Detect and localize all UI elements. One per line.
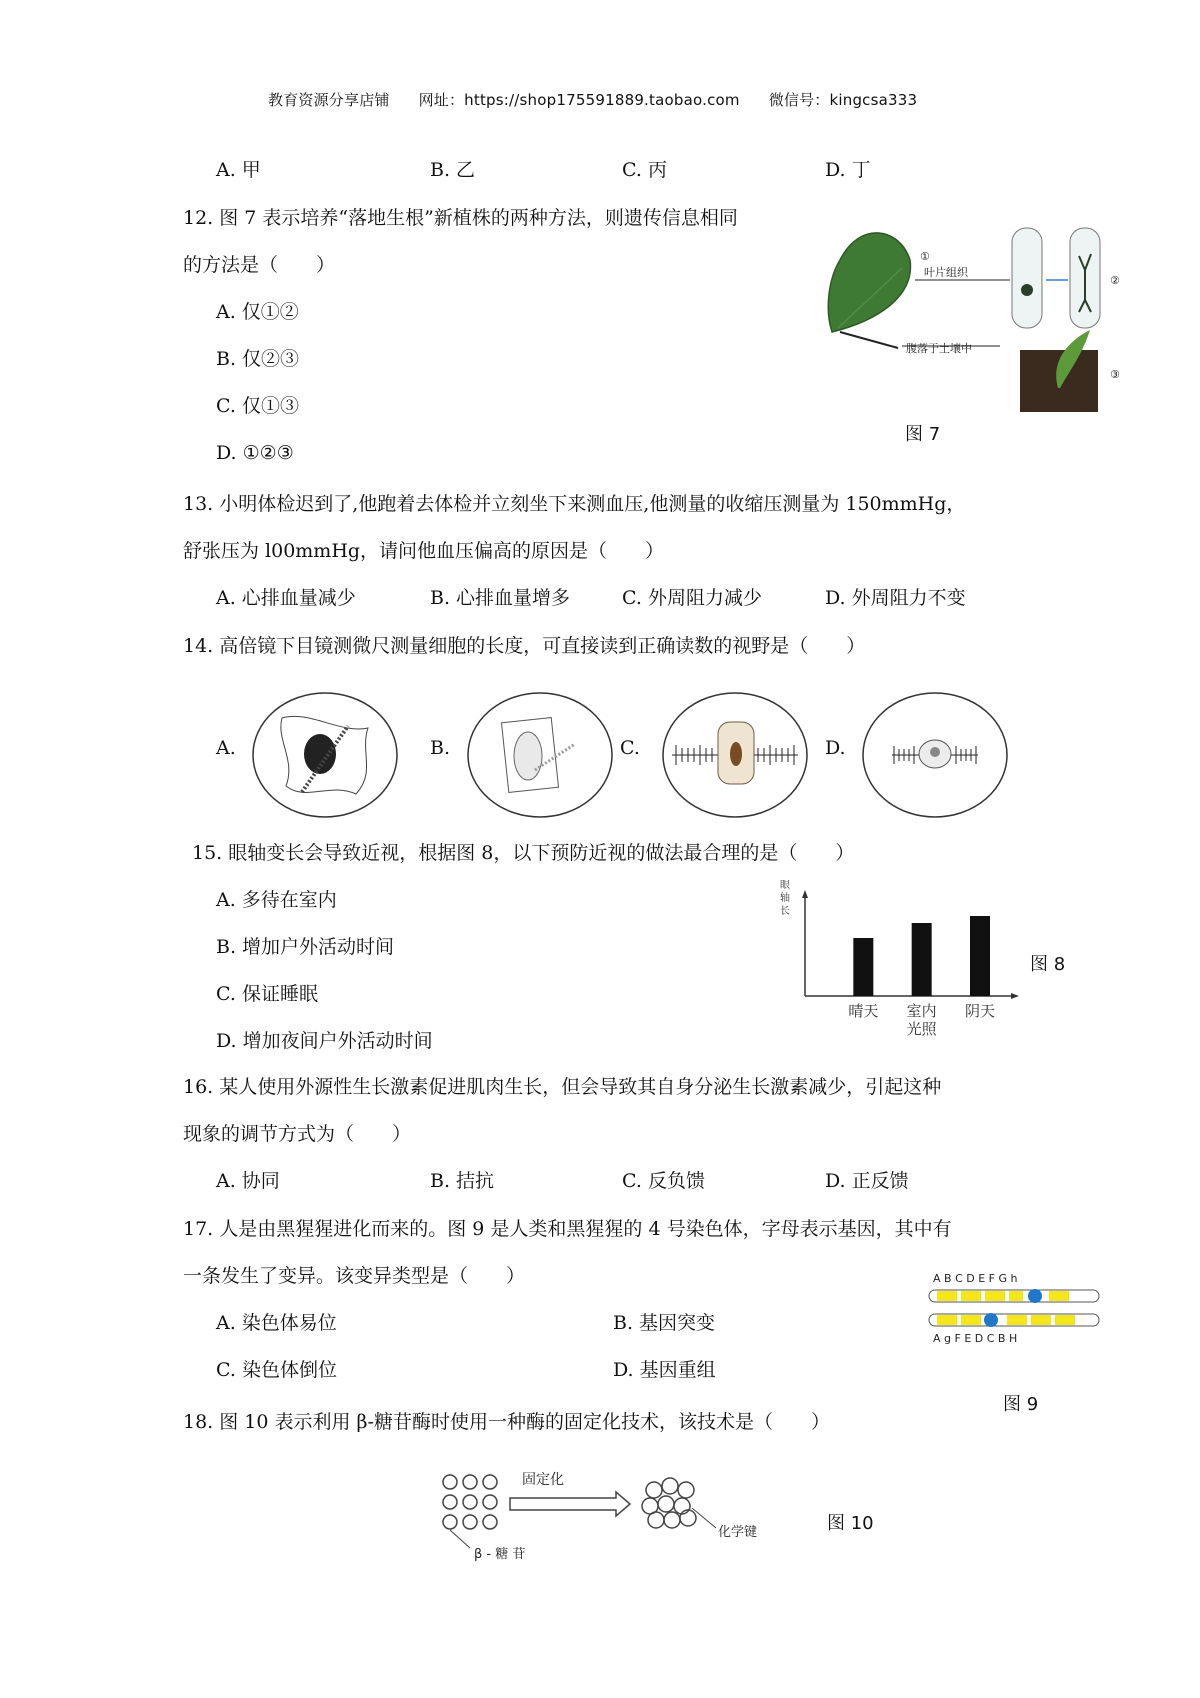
option-a: A. 仅①② <box>216 301 299 323</box>
option-b: B. 心排血量增多 <box>430 587 571 609</box>
option-d: D. 基因重组 <box>613 1359 716 1381</box>
option-c: C. 染色体倒位 <box>216 1359 337 1381</box>
question-13-line1: 13. 小明体检迟到了,他跑着去体检并立刻坐下来测血压,他测量的收缩压测量为 150mmHg， <box>183 493 966 515</box>
x-tick-label-3: 阴天 <box>964 1002 996 1020</box>
top-chromosome-genes: A B C D E F G h <box>933 1272 1018 1285</box>
question-12-line2: 的方法是（ ） <box>183 254 336 276</box>
option-b: B. 乙 <box>430 159 476 181</box>
y-label-char: 眼 <box>780 880 790 891</box>
microscope-view-d <box>860 690 1010 820</box>
test-tube-1 <box>1012 228 1042 328</box>
microscope-view-b <box>465 690 615 820</box>
immobilized-enzymes <box>642 1478 696 1528</box>
question-13-line2: 舒张压为 l00mmHg，请问他血压偏高的原因是（ ） <box>183 540 665 562</box>
option-d: D. 外周阻力不变 <box>825 587 966 609</box>
option-b: B. 拮抗 <box>430 1170 495 1192</box>
option-c: C. 丙 <box>622 159 667 181</box>
question-16-line2: 现象的调节方式为（ ） <box>183 1123 412 1145</box>
option-c: C. 外周阻力减少 <box>622 587 762 609</box>
arrow-label: 固定化 <box>522 1472 564 1488</box>
question-14-line1: 14. 高倍镜下目镜测微尺测量细胞的长度，可直接读到正确读数的视野是（ ） <box>183 635 866 657</box>
question-16-line1: 16. 某人使用外源性生长激素促进肌肉生长，但会导致其自身分泌生长激素减少，引起这种 <box>183 1076 942 1098</box>
option-c: C. 反负馈 <box>622 1170 705 1192</box>
figure-7-label-2: ② <box>1110 274 1120 287</box>
figure-10-immobilization <box>440 1470 810 1570</box>
tissue-label: 叶片组织 <box>924 266 968 279</box>
option-b: B. 仅②③ <box>216 348 300 370</box>
y-axis-label <box>780 880 790 917</box>
option-b: B. 基因突变 <box>613 1312 716 1334</box>
shop-name: 教育资源分享店铺 <box>268 91 390 109</box>
option-a-label: A. <box>216 737 236 759</box>
bottom-chromosome-genes: A g F E D C B H <box>933 1332 1018 1345</box>
option-a: A. 甲 <box>216 159 261 181</box>
figure-10-caption: 图 10 <box>827 1513 874 1534</box>
y-label-char: 长 <box>780 906 790 917</box>
x-tick-label-1: 晴天 <box>848 1002 879 1020</box>
wechat-id: 微信号：kingcsa333 <box>768 91 918 109</box>
option-d-label: D. <box>825 737 846 759</box>
option-d: D. 增加夜间户外活动时间 <box>216 1030 433 1052</box>
figure-7-caption: 图 7 <box>905 424 941 445</box>
figure-8-caption: 图 8 <box>1030 954 1066 975</box>
x-tick-label-2: 室内 <box>906 1002 937 1020</box>
option-d: D. ①②③ <box>216 442 294 464</box>
shop-url[interactable]: 网址：https://shop175591889.taobao.com <box>418 91 740 109</box>
soil-label: 腹落于土壤中 <box>906 342 972 355</box>
bond-label: 化学键 <box>718 1525 758 1540</box>
x-tick-label-2: 光照 <box>906 1020 937 1038</box>
figure-7-label-1: ① <box>920 250 930 263</box>
option-c: C. 仅①③ <box>216 395 299 417</box>
option-b: B. 增加户外活动时间 <box>216 936 395 958</box>
leaf-image <box>828 233 910 332</box>
option-a: A. 协同 <box>216 1170 280 1192</box>
question-17-line1: 17. 人是由黑猩猩进化而来的。图 9 是人类和黑猩猩的 4 号染色体，字母表示基因，其中有 <box>183 1218 952 1240</box>
option-d: D. 正反馈 <box>825 1170 909 1192</box>
figure-7 <box>820 220 1140 420</box>
microscope-view-a <box>250 690 400 820</box>
immobilization-arrow <box>510 1492 630 1516</box>
top-centromere <box>1028 1289 1042 1303</box>
option-a: A. 心排血量减少 <box>216 587 356 609</box>
question-15-line1: 15. 眼轴变长会导致近视，根据图 8，以下预防近视的做法最合理的是（ ） <box>192 842 855 864</box>
y-label-char: 轴 <box>780 893 790 904</box>
bar-2 <box>912 923 932 996</box>
question-18-line1: 18. 图 10 表示利用 β-糖苷酶时使用一种酶的固定化技术，该技术是（ ） <box>183 1411 830 1433</box>
callus <box>1021 284 1033 296</box>
figure-9-chromosomes <box>925 1270 1105 1350</box>
question-12-line1: 12. 图 7 表示培养“落地生根”新植株的两种方法，则遗传信息相同 <box>183 207 738 229</box>
bar-1 <box>853 938 873 996</box>
microscope-view-c <box>660 690 810 820</box>
page-header <box>268 89 941 110</box>
option-a: A. 染色体易位 <box>216 1312 337 1334</box>
free-enzymes <box>443 1475 497 1529</box>
figure-8-chart <box>775 880 1020 1050</box>
option-c: C. 保证睡眠 <box>216 983 318 1005</box>
figure-7-label-3: ③ <box>1110 368 1120 381</box>
enzyme-label: β - 糖 苷 <box>474 1547 526 1562</box>
bottom-centromere <box>984 1313 998 1327</box>
question-17-line2: 一条发生了变异。该变异类型是（ ） <box>183 1265 526 1287</box>
option-b-label: B. <box>430 737 451 759</box>
option-d: D. 丁 <box>825 159 871 181</box>
figure-9-caption: 图 9 <box>1003 1394 1039 1415</box>
option-c-label: C. <box>620 737 640 759</box>
option-a: A. 多待在室内 <box>216 889 337 911</box>
bar-3 <box>970 916 990 996</box>
